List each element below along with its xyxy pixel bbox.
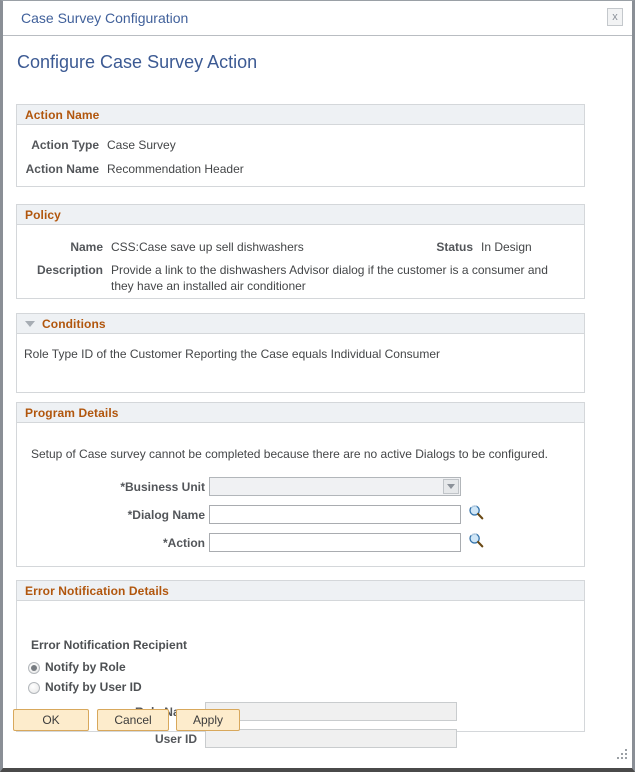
policy-name-value: CSS:Case save up sell dishwashers bbox=[111, 240, 304, 254]
action-input[interactable] bbox=[209, 533, 461, 552]
policy-status-label: Status bbox=[436, 240, 473, 254]
policy-group-title: Policy bbox=[25, 207, 61, 222]
radio-notify-by-user-id-label[interactable]: Notify by User ID bbox=[45, 680, 142, 694]
program-details-message: Setup of Case survey cannot be completed because there are no active Dialogs to be configured. bbox=[31, 447, 548, 461]
action-type-label: Action Type bbox=[31, 138, 99, 152]
conditions-text: Role Type ID of the Customer Reporting the Case equals Individual Consumer bbox=[24, 347, 440, 361]
action-name-group-body bbox=[17, 125, 584, 186]
user-id-input[interactable] bbox=[205, 729, 457, 748]
action-name-group-header bbox=[17, 105, 584, 125]
dialog-body bbox=[3, 36, 632, 765]
action-type-value: Case Survey bbox=[107, 138, 176, 152]
radio-notify-by-role-label[interactable]: Notify by Role bbox=[45, 660, 126, 674]
conditions-group-title: Conditions bbox=[42, 316, 106, 331]
ok-button[interactable]: OK bbox=[13, 709, 89, 731]
conditions-group-body bbox=[17, 334, 584, 392]
dialog-name-label: *Dialog Name bbox=[127, 508, 205, 522]
program-details-group-header bbox=[17, 403, 584, 423]
resize-grip-icon[interactable] bbox=[616, 749, 628, 761]
triangle-down-icon[interactable] bbox=[25, 321, 35, 327]
error-notification-group-title: Error Notification Details bbox=[25, 583, 169, 598]
apply-button[interactable]: Apply bbox=[176, 709, 240, 731]
program-details-group bbox=[16, 402, 585, 567]
policy-group-body bbox=[17, 225, 584, 298]
action-name-group bbox=[16, 104, 585, 187]
magnifier-icon-dialog-name[interactable] bbox=[468, 504, 484, 520]
business-unit-select[interactable] bbox=[209, 477, 461, 496]
user-id-label: User ID bbox=[154, 732, 197, 746]
dialog-name-input[interactable] bbox=[209, 505, 461, 524]
error-notification-recipient-label: Error Notification Recipient bbox=[31, 638, 188, 652]
conditions-group bbox=[16, 313, 585, 393]
policy-group-header bbox=[17, 205, 584, 225]
close-icon[interactable]: x bbox=[607, 8, 623, 26]
policy-description-label: Description bbox=[36, 263, 103, 277]
error-notification-group-header bbox=[17, 581, 584, 601]
dialog-title: Case Survey Configuration bbox=[21, 10, 189, 26]
program-details-group-title: Program Details bbox=[25, 405, 119, 420]
program-details-group-body bbox=[17, 423, 584, 566]
magnifier-icon-action[interactable] bbox=[468, 532, 484, 548]
page-title: Configure Case Survey Action bbox=[17, 52, 258, 72]
conditions-group-header[interactable] bbox=[17, 314, 584, 334]
chevron-down-icon[interactable] bbox=[443, 479, 459, 494]
policy-description-value: Provide a link to the dishwashers Advisor dialog if the customer is a consumer and they have an installed air conditioner bbox=[111, 263, 548, 293]
action-name-group-title: Action Name bbox=[25, 107, 100, 122]
role-name-input[interactable] bbox=[205, 702, 457, 721]
policy-name-label: Name bbox=[70, 240, 103, 254]
policy-group bbox=[16, 204, 585, 299]
action-field-label: *Action bbox=[163, 536, 205, 550]
policy-status-value: In Design bbox=[481, 240, 532, 254]
cancel-button[interactable]: Cancel bbox=[97, 709, 169, 731]
action-name-value: Recommendation Header bbox=[107, 162, 244, 176]
business-unit-label: *Business Unit bbox=[120, 480, 205, 494]
dialog-title-bar[interactable] bbox=[3, 1, 632, 36]
radio-notify-by-user-id[interactable] bbox=[28, 682, 40, 694]
action-name-label: Action Name bbox=[25, 162, 99, 176]
radio-notify-by-role[interactable] bbox=[28, 662, 40, 674]
